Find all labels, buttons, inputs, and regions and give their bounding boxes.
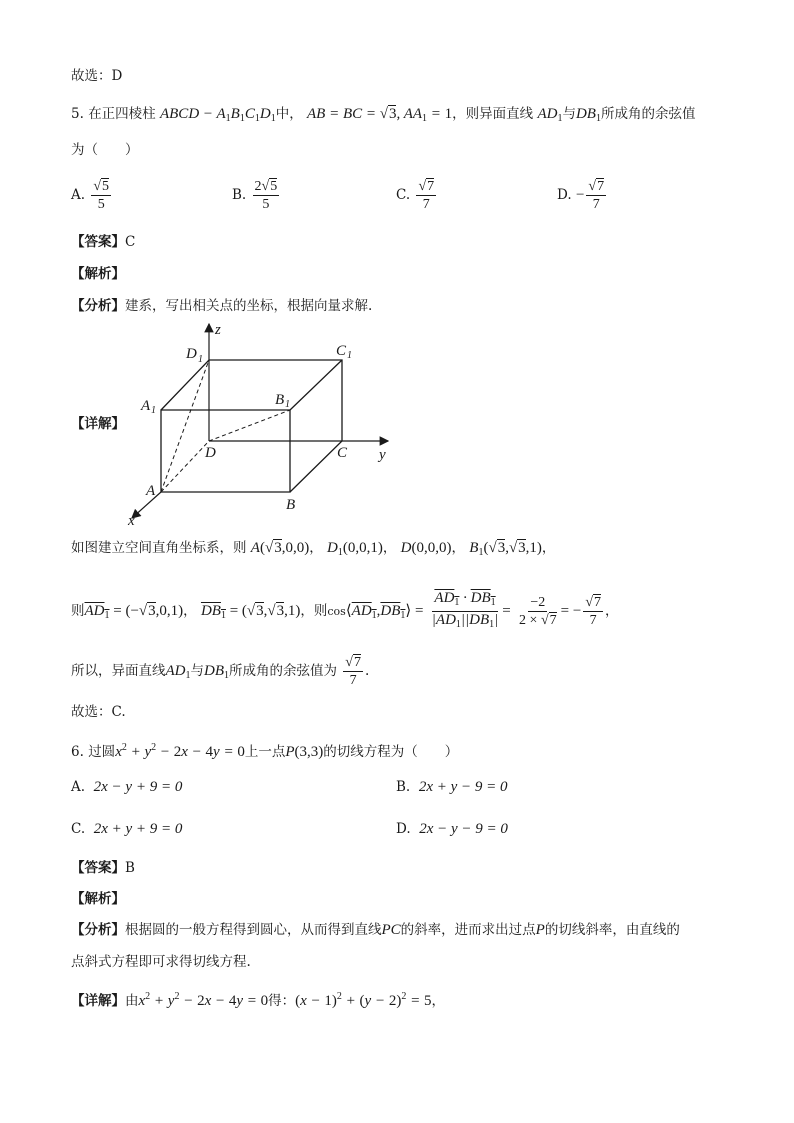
q6-fenxi-line2: 点斜式方程即可求得切线方程. [71,954,251,970]
cuboid-diagram [120,318,400,528]
label-c1: C [336,343,347,359]
q6-option-d[interactable]: D. 2x − y − 9 = 0 [396,821,508,837]
label-z: z [215,322,221,338]
q5-number: 5. [71,106,84,122]
q5-analysis-tag: 【解析】 [71,266,125,282]
label-c: C [337,445,348,461]
q5-solution-line2: 则$AD_1 = (-√3,0,1)$， $DB_1 = (√3,√3,1)$，则$\cos⟨AD_1,DB_1⟩$ = $\frac{AD_1 \cdot DB_1}{|AD_1||DB_1|}$ = $\frac{-2}{2 \times √7}$ = − $\frac{√7}{7}$ ， [71,590,619,630]
label-b: B [286,497,296,513]
svg-text:1: 1 [285,399,290,410]
label-d: D [205,445,216,461]
label-a: A [146,483,156,499]
q5-option-b[interactable]: B. $\frac{2√5}{5}$ [232,179,278,212]
q6-answer: 【答案】B [71,860,135,876]
svg-text:1: 1 [198,354,203,365]
label-b1: B [275,392,285,408]
q6-fenxi-line1: 【分析】根据圆的一般方程得到圆心，从而得到直线PC的斜率，进而求出过点P的切线斜率，由直线的 [71,922,680,938]
q5-solution-line1: 如图建立空间直角坐标系，则 A(√3,0,0)， $D_1(0,0,1)$， D(0,0,0)， $B_1(√3,√3,1)$， [71,540,556,558]
q5-solution-line3: 所以，异面直线$AD_1$与$DB_1$所成角的余弦值为 $\frac{√7}{7}$ . [71,655,370,688]
segment-ad1 [161,360,209,492]
q5-final: 故选：C. [71,704,126,720]
q6-stem: 6. 过圆$x^2 + y^2 - 2x - 4y = 0$上一点P(3,3)的切线方程为（ ） [71,742,459,760]
q5-stem-line2: 为（ ） [71,142,139,158]
q5-detail-tag: 【详解】 [71,416,125,432]
q5-option-a[interactable]: A. $\frac{√5}{5}$ [71,179,110,212]
q5-answer: 【答案】C [71,234,136,250]
svg-text:1: 1 [151,405,156,416]
prev-answer: 故选：D [71,68,123,84]
q6-detail: 【详解】由$x^2 + y^2 - 2x - 4y = 0$得：$(x - 1)^2 + (y - 2)^2 = 5$， [71,991,445,1009]
svg-text:1: 1 [347,350,352,361]
q6-option-b[interactable]: B. 2x + y − 9 = 0 [396,779,508,795]
label-d1: D [186,346,197,362]
segment-db1 [209,410,290,441]
q6-analysis-tag: 【解析】 [71,891,125,907]
q5-option-d[interactable]: D. − $\frac{√7}{7}$ [557,179,605,212]
label-a1: A [141,398,151,414]
q5-stem-line1: 5. 在正四棱柱 ABCD − $A_1B_1C_1D_1$中， AB = BC = √3, $AA_1 = 1$，则异面直线 $AD_1$与$DB_1$所成角的余弦值 [71,106,696,124]
q5-option-c[interactable]: C. $\frac{√7}{7}$ [396,179,435,212]
q6-option-c[interactable]: C. 2x + y + 9 = 0 [71,821,183,837]
q5-fenxi: 【分析】建系，写出相关点的坐标，根据向量求解. [71,298,373,314]
label-x: x [128,513,135,528]
q6-number: 6. [71,744,84,760]
label-y: y [379,447,386,463]
q6-option-a[interactable]: A. 2x − y + 9 = 0 [71,779,183,795]
